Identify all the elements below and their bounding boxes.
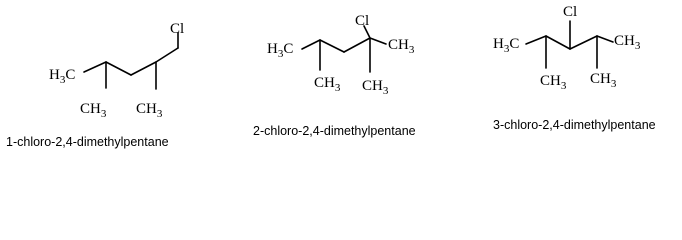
methyl-label: $CH_3$ xyxy=(80,101,107,120)
bond xyxy=(106,62,131,75)
molecule-2 xyxy=(253,13,416,138)
methyl-label-left: $H_3C$ xyxy=(49,67,76,86)
bond xyxy=(131,62,156,75)
bond xyxy=(320,40,344,52)
bond xyxy=(597,36,613,42)
molecule-1 xyxy=(6,21,184,149)
chlorine-label: Cl xyxy=(355,13,370,29)
bond xyxy=(526,36,546,44)
molecule-2-bonds xyxy=(302,26,386,72)
bond xyxy=(344,38,370,52)
methyl-label: $CH_3$ xyxy=(136,101,163,120)
bond xyxy=(84,62,106,72)
molecule-3 xyxy=(493,4,656,132)
chlorine-label: Cl xyxy=(563,4,578,20)
molecule-2-name: 2-chloro-2,4-dimethylpentane xyxy=(253,124,416,138)
methyl-label-left: $H_3C$ xyxy=(267,41,294,60)
methyl-label: $CH_3$ xyxy=(540,73,567,92)
methyl-label: $CH_3$ xyxy=(590,71,617,90)
methyl-label: $CH_3$ xyxy=(314,75,341,94)
chlorine-label: Cl xyxy=(170,21,185,37)
bond xyxy=(370,38,386,44)
methyl-label: $CH_3$ xyxy=(614,33,641,52)
methyl-label: $CH_3$ xyxy=(388,37,415,56)
bond xyxy=(546,36,570,49)
methyl-label-left: $H_3C$ xyxy=(493,36,520,55)
methyl-label: $CH_3$ xyxy=(362,78,389,97)
bond xyxy=(570,36,597,49)
bond xyxy=(302,40,320,49)
molecule-1-name: 1-chloro-2,4-dimethylpentane xyxy=(6,135,169,149)
bond xyxy=(156,48,178,62)
molecule-3-name: 3-chloro-2,4-dimethylpentane xyxy=(493,118,656,132)
molecule-1-bonds xyxy=(84,33,178,89)
molecule-3-bonds xyxy=(526,21,613,68)
